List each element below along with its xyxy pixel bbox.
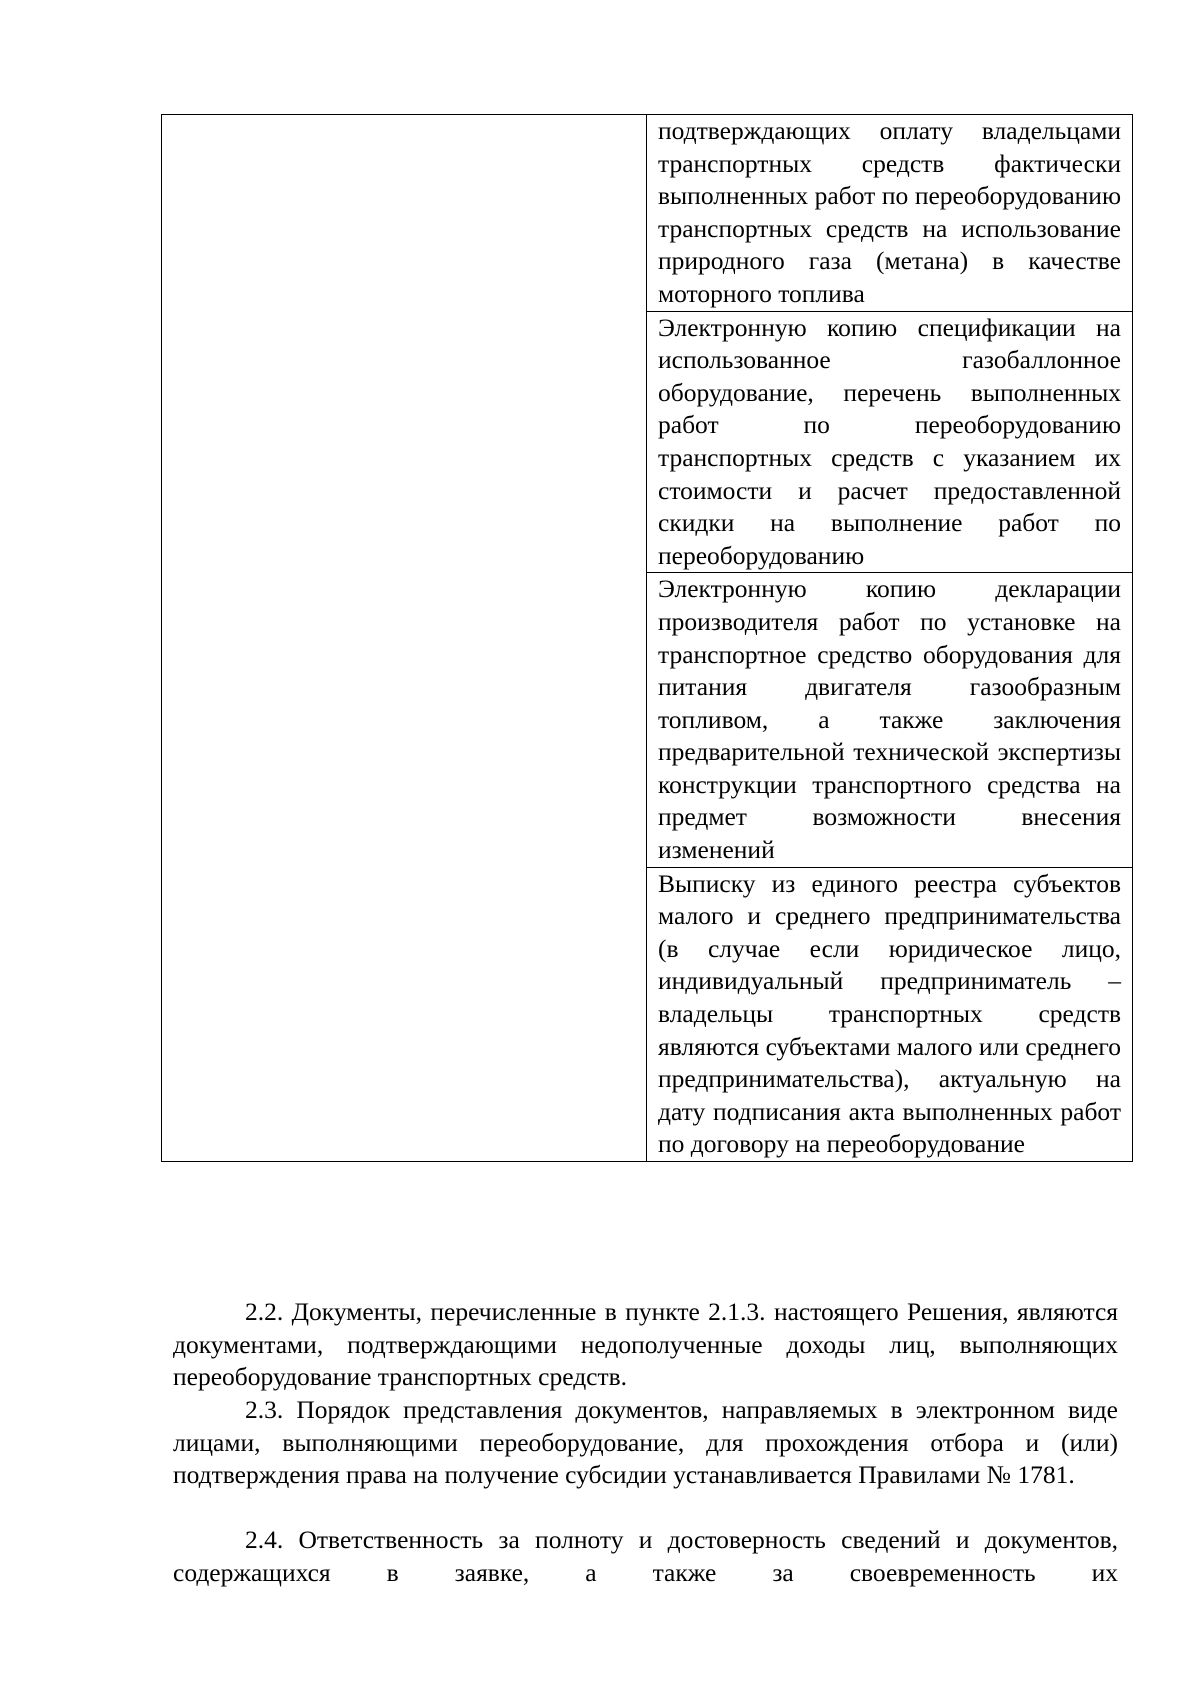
- table-cell-text: подтверждающих оплату владельцами транспортных средств фактически выполненных работ по переоборудованию транспортных средств на использование природного газа (метана) в качестве моторного топлива: [658, 116, 1121, 308]
- table-cell-payment-confirmation: [647, 115, 1133, 312]
- table-left-cell-empty: [162, 115, 647, 1162]
- table-cell-registry-extract: [647, 867, 1133, 1161]
- paragraph-2-2: 2.2. Документы, перечисленные в пункте 2.1.3. настоящего Решения, являются документами, подтверждающими недополученные доходы лиц, выполняющих переоборудование транспортных средств.: [173, 1297, 1118, 1392]
- table-cell-text: Электронную копию спецификации на использованное газобаллонное оборудование, перечень выполненных работ по переоборудованию транспортных средств с указанием их стоимости и расчет предоставленной скидки на выполнение работ по переоборудованию: [658, 312, 1121, 570]
- table-row: [162, 115, 1133, 312]
- table-cell-text: Электронную копию декларации производителя работ по установке на транспортное средство оборудования для питания двигателя газообразным топливом, а также заключения предварительной технической экспертизы конструкции транспортного средства на предмет возможности внесения изменений: [658, 574, 1121, 865]
- table-cell-specification-copy: [647, 311, 1133, 573]
- table-cell-declaration-copy: [647, 573, 1133, 867]
- paragraph-2-4: 2.4. Ответственность за полноту и достоверность сведений и документов, содержащихся в заявке, а также за своевременность их: [173, 1525, 1118, 1587]
- documents-table: [161, 114, 1133, 1162]
- table-cell-text: Выписку из единого реестра субъектов малого и среднего предпринимательства (в случае если юридическое лицо, индивидуальный предприниматель – владельцы транспортных средств являются субъектами малого или среднего предпринимательства), актуальную на дату подписания акта выполненных работ по договору на переоборудование: [658, 868, 1121, 1159]
- paragraph-2-3: 2.3. Порядок представления документов, направляемых в электронном виде лицами, выполняющими переоборудование, для прохождения отбора и (или) подтверждения права на получение субсидии устанавливается Правилами № 1781.: [173, 1395, 1118, 1490]
